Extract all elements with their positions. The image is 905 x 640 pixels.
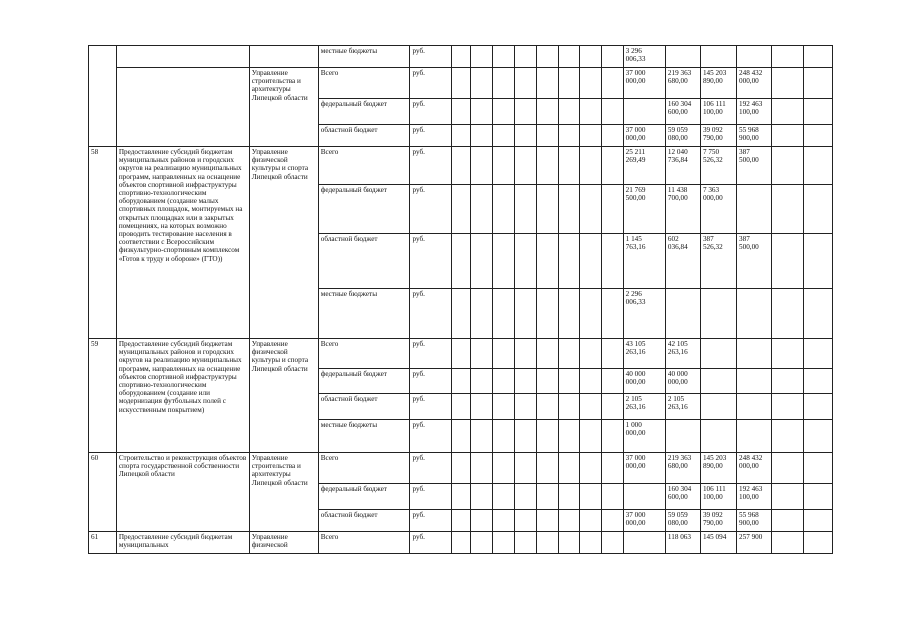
unit-cell: руб. <box>410 394 451 420</box>
measure-cell: Предоставление субсидий бюджетам муниципальных <box>116 532 249 554</box>
year-3-cell: 55 968 900,00 <box>737 125 772 147</box>
empty-cell <box>471 339 493 369</box>
empty-cell <box>558 99 580 125</box>
year-1-cell: 118 063 <box>665 532 700 554</box>
empty-cell <box>514 420 537 453</box>
executor-cell: Управление строительства и архитектуры Липецкой области <box>249 453 318 532</box>
total-cell: 2 105 263,16 <box>623 394 665 420</box>
funding-source-cell: областной бюджет <box>318 394 410 420</box>
empty-cell <box>772 289 804 339</box>
empty-cell <box>492 484 514 510</box>
empty-cell <box>537 289 559 339</box>
empty-cell <box>602 510 624 532</box>
row-number-cell: 61 <box>89 532 117 554</box>
empty-cell <box>803 394 832 420</box>
empty-cell <box>580 99 602 125</box>
year-2-cell: 145 094 <box>700 532 736 554</box>
empty-cell <box>451 510 471 532</box>
empty-cell <box>492 339 514 369</box>
year-3-cell: 248 432 000,00 <box>737 68 772 99</box>
empty-cell <box>772 369 804 394</box>
empty-cell <box>451 369 471 394</box>
empty-cell <box>451 147 471 185</box>
year-1-cell: 160 304 600,00 <box>665 484 700 510</box>
table-row <box>89 532 833 554</box>
empty-cell <box>451 289 471 339</box>
empty-cell <box>558 46 580 68</box>
year-2-cell: 387 526,32 <box>700 234 736 289</box>
year-3-cell: 387 500,00 <box>737 234 772 289</box>
total-cell: 2 296 006,33 <box>623 289 665 339</box>
funding-source-cell: федеральный бюджет <box>318 484 410 510</box>
empty-cell <box>492 147 514 185</box>
empty-cell <box>772 68 804 99</box>
empty-cell <box>602 484 624 510</box>
empty-cell <box>492 46 514 68</box>
funding-source-cell: местные бюджеты <box>318 289 410 339</box>
empty-cell <box>514 147 537 185</box>
empty-cell <box>471 289 493 339</box>
empty-cell <box>537 99 559 125</box>
empty-cell <box>558 185 580 234</box>
empty-cell <box>537 510 559 532</box>
unit-cell: руб. <box>410 289 451 339</box>
year-2-cell <box>700 339 736 369</box>
empty-cell <box>602 46 624 68</box>
empty-cell <box>471 234 493 289</box>
total-cell: 1 145 763,16 <box>623 234 665 289</box>
empty-cell <box>537 532 559 554</box>
executor-cell: Управление физической культуры и спорта Липецкой области <box>249 147 318 339</box>
funding-source-cell: областной бюджет <box>318 125 410 147</box>
unit-cell: руб. <box>410 339 451 369</box>
empty-cell <box>514 453 537 484</box>
year-1-cell <box>665 420 700 453</box>
empty-cell <box>772 339 804 369</box>
empty-cell <box>772 99 804 125</box>
empty-cell <box>514 185 537 234</box>
funding-source-cell: местные бюджеты <box>318 46 410 68</box>
empty-cell <box>580 394 602 420</box>
empty-cell <box>602 125 624 147</box>
year-3-cell <box>737 339 772 369</box>
total-cell: 1 000 000,00 <box>623 420 665 453</box>
empty-cell <box>580 125 602 147</box>
empty-cell <box>803 453 832 484</box>
year-3-cell <box>737 46 772 68</box>
empty-cell <box>492 369 514 394</box>
unit-cell: руб. <box>410 68 451 99</box>
table-row <box>89 453 833 484</box>
year-1-cell: 11 438 700,00 <box>665 185 700 234</box>
year-1-cell: 602 036,84 <box>665 234 700 289</box>
empty-cell <box>602 369 624 394</box>
empty-cell <box>514 289 537 339</box>
empty-cell <box>602 147 624 185</box>
unit-cell: руб. <box>410 99 451 125</box>
empty-cell <box>514 68 537 99</box>
empty-cell <box>537 185 559 234</box>
empty-cell <box>803 185 832 234</box>
empty-cell <box>558 484 580 510</box>
empty-cell <box>580 339 602 369</box>
year-3-cell <box>737 185 772 234</box>
measure-cell <box>116 46 249 68</box>
year-2-cell: 145 203 890,00 <box>700 68 736 99</box>
row-number-cell: 59 <box>89 339 117 453</box>
unit-cell: руб. <box>410 484 451 510</box>
empty-cell <box>580 289 602 339</box>
empty-cell <box>492 185 514 234</box>
empty-cell <box>803 99 832 125</box>
funding-source-cell: областной бюджет <box>318 234 410 289</box>
empty-cell <box>558 453 580 484</box>
year-3-cell: 387 500,00 <box>737 147 772 185</box>
year-1-cell: 12 040 736,84 <box>665 147 700 185</box>
empty-cell <box>451 234 471 289</box>
empty-cell <box>514 532 537 554</box>
empty-cell <box>558 125 580 147</box>
year-3-cell: 192 463 100,00 <box>737 484 772 510</box>
empty-cell <box>537 453 559 484</box>
empty-cell <box>803 147 832 185</box>
year-1-cell <box>665 289 700 339</box>
row-number-cell: 58 <box>89 147 117 339</box>
unit-cell: руб. <box>410 453 451 484</box>
empty-cell <box>558 369 580 394</box>
funding-source-cell: федеральный бюджет <box>318 185 410 234</box>
empty-cell <box>602 68 624 99</box>
empty-cell <box>602 185 624 234</box>
funding-source-cell: Всего <box>318 68 410 99</box>
year-1-cell: 59 059 080,00 <box>665 125 700 147</box>
budget-table <box>88 45 833 554</box>
empty-cell <box>451 532 471 554</box>
empty-cell <box>803 234 832 289</box>
year-2-cell <box>700 46 736 68</box>
empty-cell <box>580 234 602 289</box>
total-cell: 40 000 000,00 <box>623 369 665 394</box>
empty-cell <box>471 484 493 510</box>
empty-cell <box>772 420 804 453</box>
table-row <box>89 147 833 185</box>
empty-cell <box>803 339 832 369</box>
empty-cell <box>451 68 471 99</box>
total-cell: 37 000 000,00 <box>623 453 665 484</box>
executor-cell <box>249 46 318 68</box>
year-3-cell <box>737 369 772 394</box>
year-2-cell: 39 092 790,00 <box>700 125 736 147</box>
total-cell: 37 000 000,00 <box>623 510 665 532</box>
empty-cell <box>537 46 559 68</box>
empty-cell <box>492 68 514 99</box>
year-2-cell: 7 750 526,32 <box>700 147 736 185</box>
empty-cell <box>772 234 804 289</box>
empty-cell <box>471 420 493 453</box>
empty-cell <box>803 68 832 99</box>
empty-cell <box>537 420 559 453</box>
year-2-cell: 145 203 890,00 <box>700 453 736 484</box>
empty-cell <box>580 46 602 68</box>
total-cell: 21 769 500,00 <box>623 185 665 234</box>
year-2-cell <box>700 394 736 420</box>
year-1-cell: 40 000 000,00 <box>665 369 700 394</box>
empty-cell <box>514 125 537 147</box>
empty-cell <box>558 510 580 532</box>
funding-source-cell: областной бюджет <box>318 510 410 532</box>
empty-cell <box>514 394 537 420</box>
empty-cell <box>537 394 559 420</box>
funding-source-cell: федеральный бюджет <box>318 369 410 394</box>
empty-cell <box>558 147 580 185</box>
year-2-cell: 106 111 100,00 <box>700 99 736 125</box>
empty-cell <box>580 420 602 453</box>
empty-cell <box>803 369 832 394</box>
empty-cell <box>772 394 804 420</box>
empty-cell <box>451 394 471 420</box>
empty-cell <box>471 453 493 484</box>
empty-cell <box>471 46 493 68</box>
empty-cell <box>471 185 493 234</box>
empty-cell <box>537 484 559 510</box>
empty-cell <box>471 532 493 554</box>
empty-cell <box>772 46 804 68</box>
empty-cell <box>492 510 514 532</box>
empty-cell <box>558 339 580 369</box>
empty-cell <box>803 46 832 68</box>
empty-cell <box>803 532 832 554</box>
empty-cell <box>471 125 493 147</box>
empty-cell <box>580 532 602 554</box>
executor-cell: Управление физической <box>249 532 318 554</box>
empty-cell <box>492 394 514 420</box>
empty-cell <box>602 420 624 453</box>
empty-cell <box>803 289 832 339</box>
empty-cell <box>602 289 624 339</box>
empty-cell <box>492 289 514 339</box>
year-2-cell: 106 111 100,00 <box>700 484 736 510</box>
year-2-cell <box>700 420 736 453</box>
empty-cell <box>471 99 493 125</box>
unit-cell: руб. <box>410 369 451 394</box>
empty-cell <box>514 484 537 510</box>
empty-cell <box>492 453 514 484</box>
year-1-cell: 59 059 080,00 <box>665 510 700 532</box>
empty-cell <box>514 234 537 289</box>
funding-source-cell: местные бюджеты <box>318 420 410 453</box>
empty-cell <box>580 185 602 234</box>
total-cell <box>623 484 665 510</box>
empty-cell <box>471 68 493 99</box>
empty-cell <box>803 420 832 453</box>
year-3-cell: 257 900 <box>737 532 772 554</box>
empty-cell <box>514 510 537 532</box>
empty-cell <box>514 369 537 394</box>
unit-cell: руб. <box>410 46 451 68</box>
empty-cell <box>451 339 471 369</box>
funding-source-cell: Всего <box>318 339 410 369</box>
empty-cell <box>537 369 559 394</box>
empty-cell <box>451 453 471 484</box>
empty-cell <box>602 532 624 554</box>
unit-cell: руб. <box>410 147 451 185</box>
funding-source-cell: федеральный бюджет <box>318 99 410 125</box>
measure-cell: Предоставление субсидий бюджетам муниципальных районов и городских округов на реализацию муниципальных программ, направленных на оснащение объектов спортивной инфраструктуры спортивно-технологическим оборудованием (создание малых спортивных площадок, монтируемых на открытых площадках или в закрытых помещениях, на которых возможно проводить тестирование населения в соответствии с Всероссийским физкультурно-спортивным комплексом «Готов к труду и обороне» (ГТО)) <box>116 147 249 339</box>
funding-source-cell: Всего <box>318 147 410 185</box>
year-1-cell: 160 304 600,00 <box>665 99 700 125</box>
empty-cell <box>772 484 804 510</box>
measure-cell <box>116 68 249 147</box>
empty-cell <box>602 339 624 369</box>
funding-source-cell: Всего <box>318 532 410 554</box>
empty-cell <box>580 68 602 99</box>
empty-cell <box>537 147 559 185</box>
empty-cell <box>514 99 537 125</box>
total-cell <box>623 532 665 554</box>
year-3-cell <box>737 420 772 453</box>
executor-cell: Управление физической культуры и спорта Липецкой области <box>249 339 318 453</box>
executor-cell: Управление строительства и архитектуры Липецкой области <box>249 68 318 147</box>
empty-cell <box>537 68 559 99</box>
row-number-cell: 60 <box>89 453 117 532</box>
empty-cell <box>451 125 471 147</box>
empty-cell <box>803 484 832 510</box>
year-1-cell: 42 105 263,16 <box>665 339 700 369</box>
total-cell: 3 296 006,33 <box>623 46 665 68</box>
empty-cell <box>580 453 602 484</box>
year-1-cell: 219 363 680,00 <box>665 453 700 484</box>
empty-cell <box>451 185 471 234</box>
empty-cell <box>451 46 471 68</box>
empty-cell <box>537 339 559 369</box>
year-3-cell: 248 432 000,00 <box>737 453 772 484</box>
funding-source-cell: Всего <box>318 453 410 484</box>
table-row <box>89 68 833 99</box>
year-1-cell: 2 105 263,16 <box>665 394 700 420</box>
empty-cell <box>772 147 804 185</box>
year-2-cell <box>700 369 736 394</box>
empty-cell <box>580 484 602 510</box>
row-number-cell <box>89 46 117 147</box>
unit-cell: руб. <box>410 532 451 554</box>
table-row <box>89 46 833 68</box>
empty-cell <box>772 532 804 554</box>
unit-cell: руб. <box>410 125 451 147</box>
empty-cell <box>558 289 580 339</box>
empty-cell <box>803 510 832 532</box>
unit-cell: руб. <box>410 420 451 453</box>
empty-cell <box>537 234 559 289</box>
year-3-cell: 192 463 100,00 <box>737 99 772 125</box>
empty-cell <box>602 453 624 484</box>
unit-cell: руб. <box>410 185 451 234</box>
empty-cell <box>514 46 537 68</box>
total-cell: 37 000 000,00 <box>623 125 665 147</box>
empty-cell <box>772 185 804 234</box>
measure-cell: Предоставление субсидий бюджетам муниципальных районов и городских округов на реализацию муниципальных программ, направленных на оснащение объектов спортивной инфраструктуры спортивно-технологическим оборудованием (создание или модернизация футбольных полей с искусственным покрытием) <box>116 339 249 453</box>
empty-cell <box>471 510 493 532</box>
empty-cell <box>537 125 559 147</box>
empty-cell <box>492 125 514 147</box>
empty-cell <box>602 394 624 420</box>
year-1-cell <box>665 46 700 68</box>
year-3-cell <box>737 394 772 420</box>
empty-cell <box>492 234 514 289</box>
measure-cell: Строительство и реконструкция объектов спорта государственной собственности Липецкой области <box>116 453 249 532</box>
total-cell: 25 211 269,49 <box>623 147 665 185</box>
year-3-cell: 55 968 900,00 <box>737 510 772 532</box>
empty-cell <box>451 99 471 125</box>
empty-cell <box>772 453 804 484</box>
year-1-cell: 219 363 680,00 <box>665 68 700 99</box>
total-cell <box>623 99 665 125</box>
year-2-cell: 7 363 000,00 <box>700 185 736 234</box>
empty-cell <box>514 339 537 369</box>
empty-cell <box>580 369 602 394</box>
unit-cell: руб. <box>410 510 451 532</box>
year-2-cell: 39 092 790,00 <box>700 510 736 532</box>
empty-cell <box>558 394 580 420</box>
empty-cell <box>451 420 471 453</box>
year-3-cell <box>737 289 772 339</box>
empty-cell <box>558 234 580 289</box>
empty-cell <box>451 484 471 510</box>
empty-cell <box>602 99 624 125</box>
unit-cell: руб. <box>410 234 451 289</box>
empty-cell <box>772 510 804 532</box>
empty-cell <box>558 68 580 99</box>
empty-cell <box>471 147 493 185</box>
empty-cell <box>492 532 514 554</box>
empty-cell <box>471 394 493 420</box>
total-cell: 43 105 263,16 <box>623 339 665 369</box>
empty-cell <box>803 125 832 147</box>
empty-cell <box>492 420 514 453</box>
empty-cell <box>772 125 804 147</box>
table-row <box>89 339 833 369</box>
year-2-cell <box>700 289 736 339</box>
total-cell: 37 000 000,00 <box>623 68 665 99</box>
empty-cell <box>471 369 493 394</box>
empty-cell <box>558 420 580 453</box>
empty-cell <box>580 510 602 532</box>
empty-cell <box>492 99 514 125</box>
empty-cell <box>558 532 580 554</box>
empty-cell <box>580 147 602 185</box>
empty-cell <box>602 234 624 289</box>
